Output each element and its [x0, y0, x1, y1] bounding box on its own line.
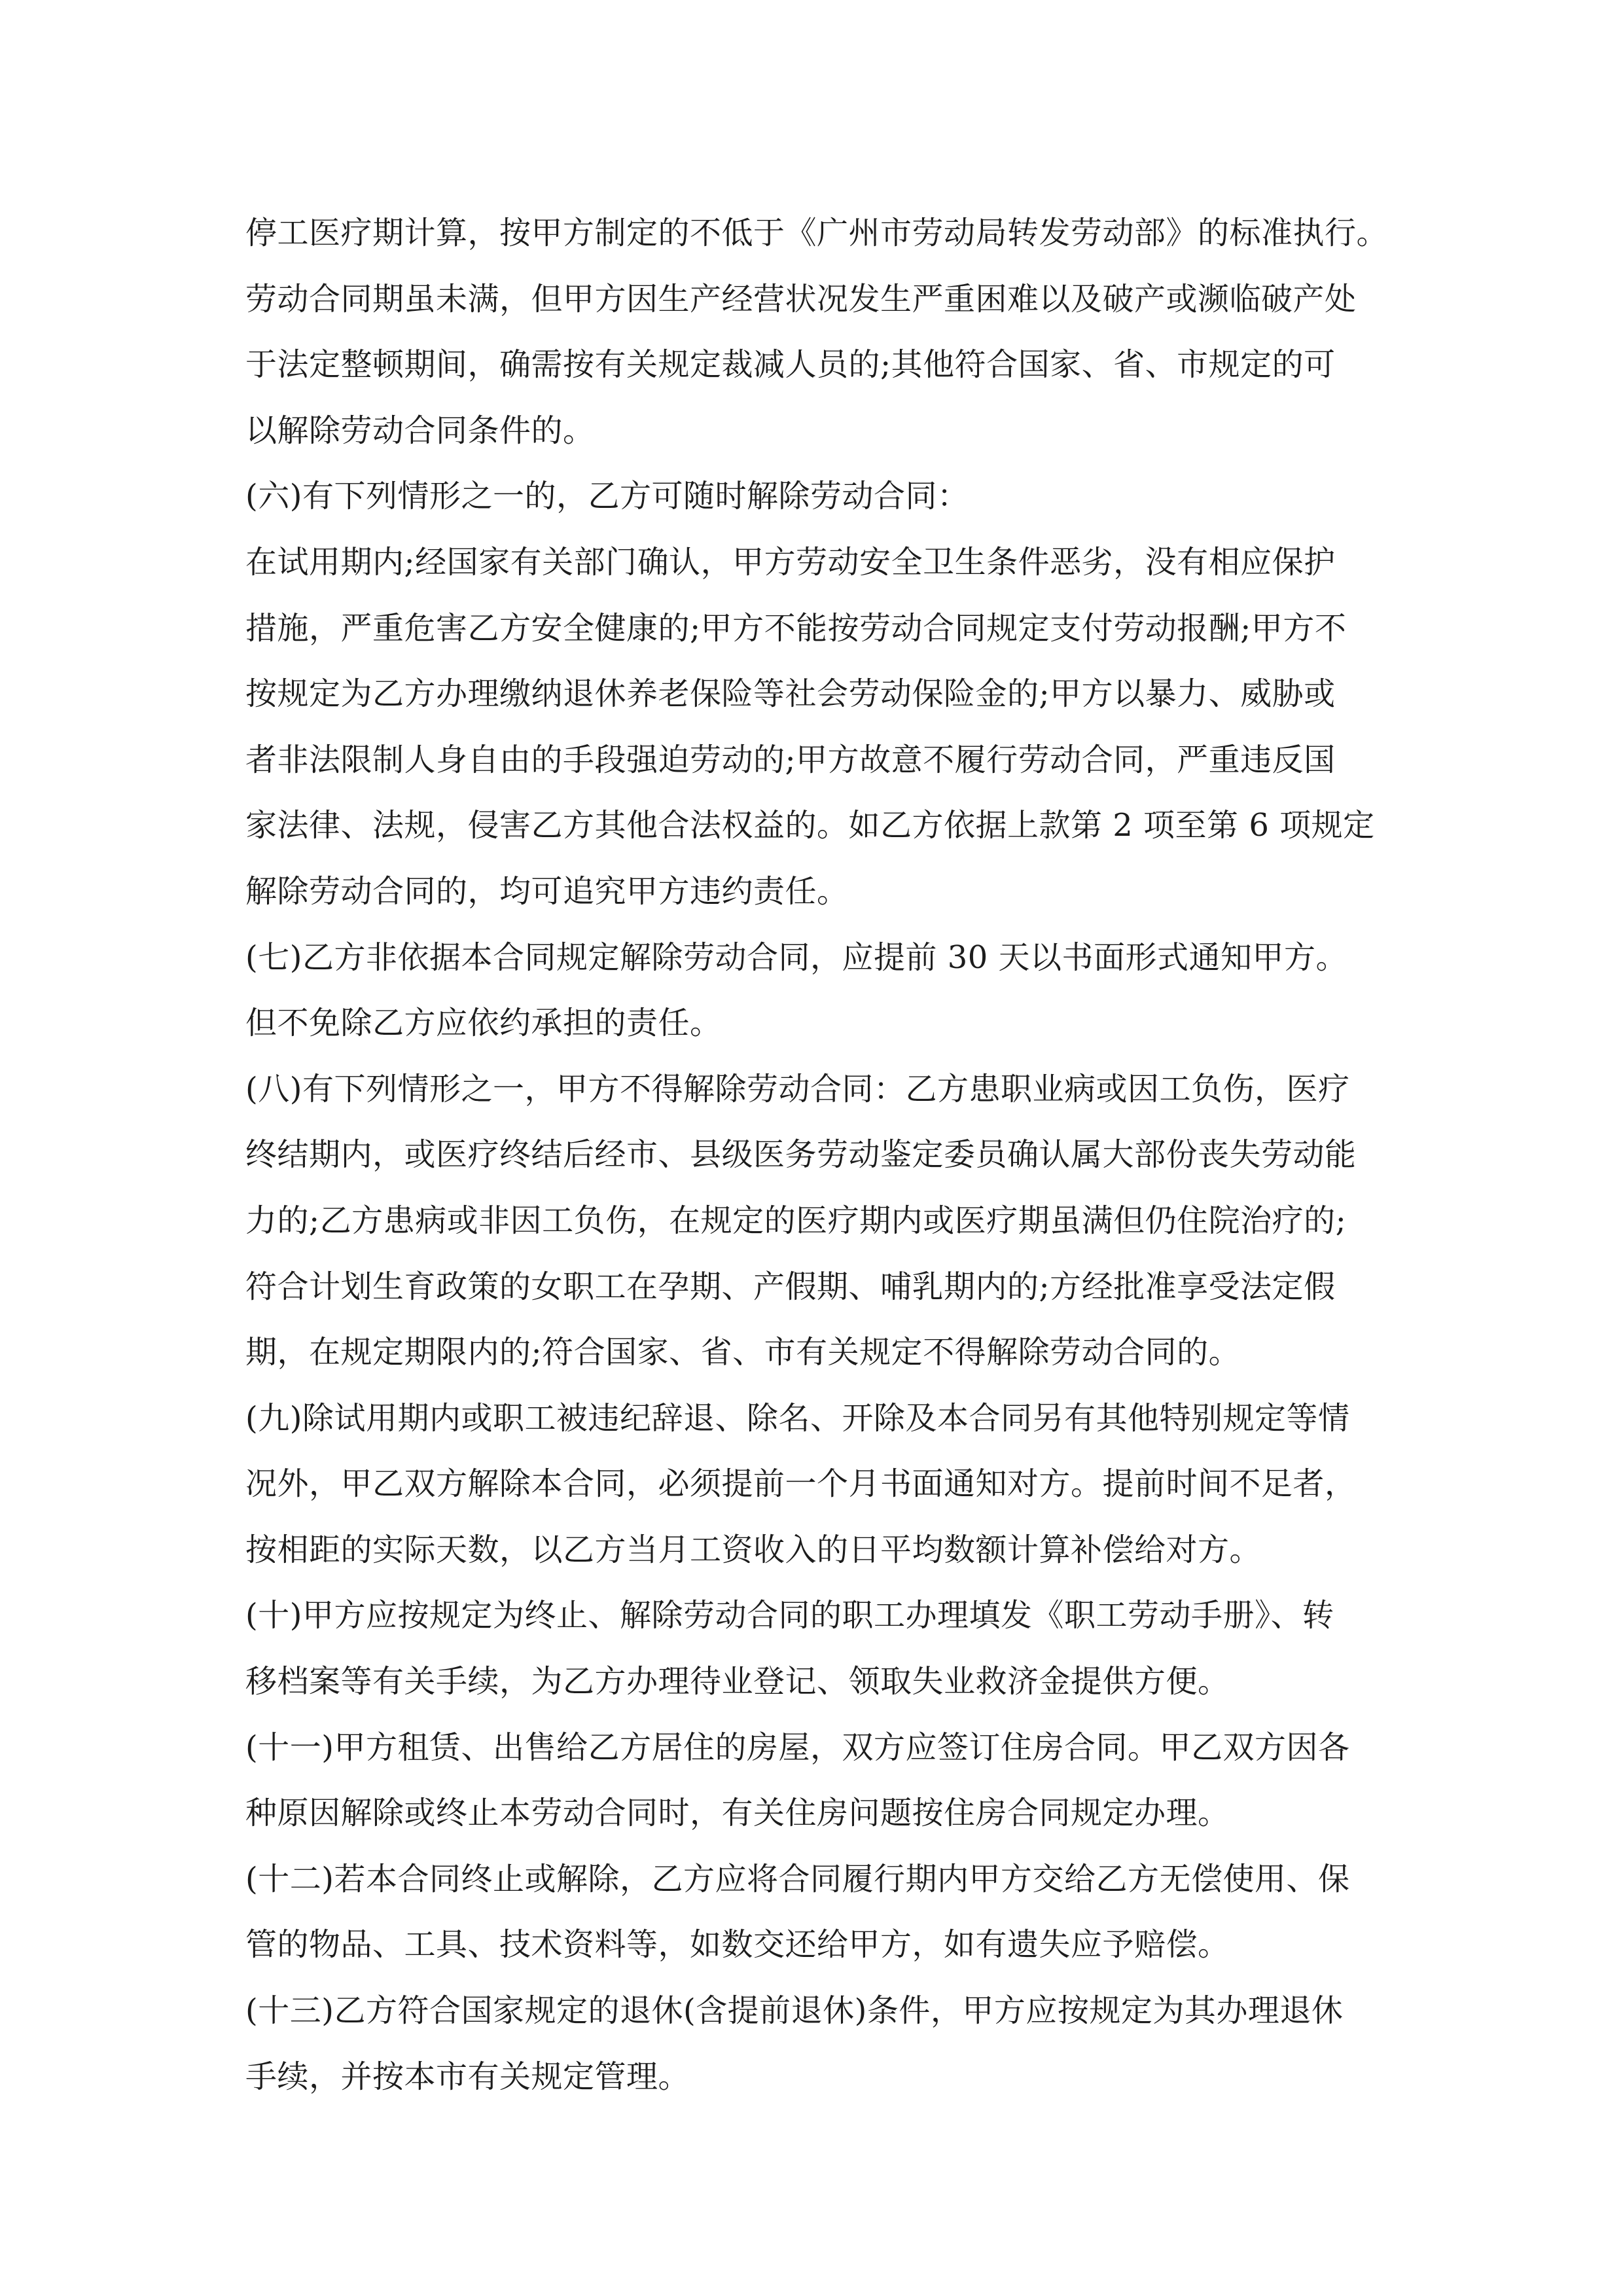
text-line: 者非法限制人身自由的手段强迫劳动的;甲方故意不履行劳动合同，严重违反国	[245, 741, 1336, 778]
text-line: 移档案等有关手续，为乙方办理待业登记、领取失业救济金提供方便。	[245, 1663, 1230, 1700]
text-line: 终结期内，或医疗终结后经市、县级医务劳动鉴定委员确认属大部份丧失劳动能	[245, 1136, 1357, 1174]
text-line: 劳动合同期虽未满，但甲方因生产经营状况发生严重困难以及破产或濒临破产处	[245, 280, 1357, 317]
text-line: 手续，并按本市有关规定管理。	[245, 2058, 690, 2095]
text-line: 解除劳动合同的，均可追究甲方违约责任。	[245, 872, 849, 910]
text-line: 按规定为乙方办理缴纳退休养老保险等社会劳动保险金的;甲方以暴力、威胁或	[245, 675, 1336, 713]
text-line: 力的;乙方患病或非因工负伤，在规定的医疗期内或医疗期虽满但仍住院治疗的;	[245, 1202, 1347, 1239]
section-heading-eleven: (十一)甲方租赁、出售给乙方居住的房屋，双方应签订住房合同。甲乙双方因各	[245, 1729, 1350, 1766]
section-heading-eight: (八)有下列情形之一，甲方不得解除劳动合同：乙方患职业病或因工负伤，医疗	[245, 1070, 1350, 1107]
text-line: 但不免除乙方应依约承担的责任。	[245, 1005, 722, 1042]
section-heading-seven: (七)乙方非依据本合同规定解除劳动合同，应提前 30 天以书面形式通知甲方。	[245, 939, 1348, 976]
section-heading-six: (六)有下列情形之一的，乙方可随时解除劳动合同：	[245, 478, 969, 515]
section-heading-nine: (九)除试用期内或职工被违纪辞退、除名、开除及本合同另有其他特别规定等情	[245, 1399, 1350, 1437]
text-line: 在试用期内;经国家有关部门确认，甲方劳动安全卫生条件恶劣，没有相应保护	[245, 543, 1336, 581]
text-line: 以解除劳动合同条件的。	[245, 412, 595, 449]
text-line: 停工医疗期计算，按甲方制定的不低于《广州市劳动局转发劳动部》的标准执行。	[245, 215, 1389, 251]
text-line: 符合计划生育政策的女职工在孕期、产假期、哺乳期内的;方经批准享受法定假	[245, 1268, 1336, 1305]
text-line: 按相距的实际天数，以乙方当月工资收入的日平均数额计算补偿给对方。	[245, 1531, 1262, 1568]
document-body	[245, 200, 1417, 2109]
text-line: 况外，甲乙双方解除本合同，必须提前一个月书面通知对方。提前时间不足者，	[245, 1465, 1357, 1503]
text-line: 管的物品、工具、技术资料等，如数交还给甲方，如有遗失应予赔偿。	[245, 1926, 1230, 1964]
text-line: 种原因解除或终止本劳动合同时，有关住房问题按住房合同规定办理。	[245, 1795, 1230, 1832]
text-line: 措施，严重危害乙方安全健康的;甲方不能按劳动合同规定支付劳动报酬;甲方不	[245, 609, 1347, 647]
text-line: 期，在规定期限内的;符合国家、省、市有关规定不得解除劳动合同的。	[245, 1334, 1241, 1371]
text-line: 家法律、法规，侵害乙方其他合法权益的。如乙方依据上款第 2 项至第 6 项规定	[245, 807, 1375, 844]
section-heading-thirteen: (十三)乙方符合国家规定的退休(含提前退休)条件，甲方应按规定为其办理退休	[245, 1992, 1344, 2030]
section-heading-twelve: (十二)若本合同终止或解除，乙方应将合同履行期内甲方交给乙方无偿使用、保	[245, 1860, 1350, 1897]
text-line: 于法定整顿期间，确需按有关规定裁减人员的;其他符合国家、省、市规定的可	[245, 346, 1336, 384]
section-heading-ten: (十)甲方应按规定为终止、解除劳动合同的职工办理填发《职工劳动手册》、转	[245, 1597, 1334, 1634]
